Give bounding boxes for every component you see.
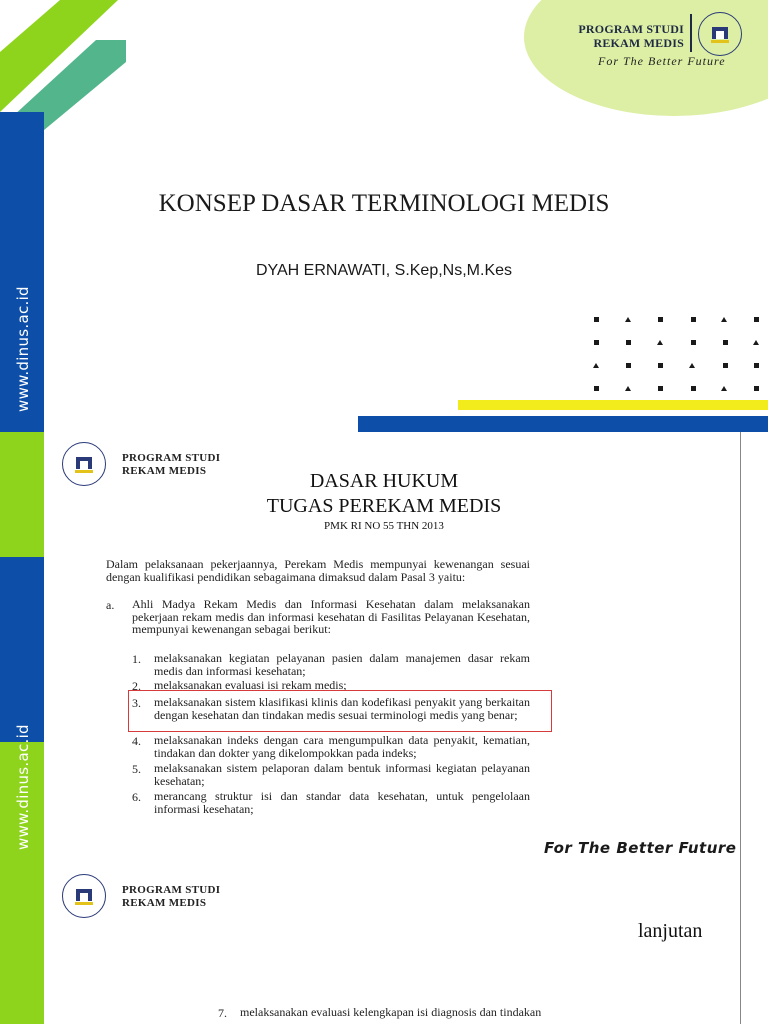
university-logo-icon [62, 874, 106, 918]
org-line1: PROGRAM STUDI [122, 884, 221, 896]
slide-lanjutan [0, 862, 768, 1024]
heading-dasar-hukum: DASAR HUKUM [309, 470, 459, 492]
university-logo-icon [698, 12, 742, 56]
highlight-box [128, 690, 552, 732]
program-title [560, 22, 684, 50]
list-item: melaksanakan evaluasi isi rekam medis; [154, 678, 347, 692]
heading-tugas: TUGAS PEREKAM MEDIS [266, 495, 502, 517]
list-item: melaksanakan sistem klasifikasi klinis dan kodefikasi penyakit yang berkaitan dengan kesehatan dan tindakan medis sesuai terminologi medis yang benar; [154, 695, 530, 722]
point-a-marker: a. [106, 598, 115, 612]
author-name: DYAH ERNAWATI, S.Kep,Ns,M.Kes [255, 262, 513, 279]
url-vertical-text: www.dinus.ac.id [14, 724, 32, 850]
yellow-accent-line [458, 400, 768, 410]
left-green-bar [0, 862, 44, 1024]
right-divider-line [740, 862, 741, 1024]
item-number: 2. [132, 679, 141, 693]
url-vertical-text: www.dinus.ac.id [14, 286, 32, 412]
subheading-pmk: PMK RI NO 55 THN 2013 [324, 520, 444, 532]
org-line2: REKAM MEDIS [122, 897, 207, 909]
tagline: For The Better Future [544, 839, 737, 857]
org-label [122, 884, 220, 910]
program-line1: PROGRAM STUDI [578, 22, 684, 36]
tagline: For The Better Future [598, 54, 726, 68]
list-item: melaksanakan kegiatan pelayanan pasien dalam manajemen dasar rekam medis dan informasi kesehatan; [154, 651, 530, 678]
slide-title: lanjutan [638, 920, 703, 942]
item-number: 7. [218, 1006, 227, 1020]
left-blue-bar [0, 557, 44, 742]
list-item: melaksanakan evaluasi kelengkapan isi diagnosis dan tindakan [240, 1005, 542, 1019]
slide-title [0, 0, 768, 432]
list-item: merancang struktur isi dan standar data kesehatan, untuk pengelolaan informasi kesehatan; [154, 789, 530, 816]
presentation-title: KONSEP DASAR TERMINOLOGI MEDIS [158, 190, 610, 217]
slide-dasar-hukum [0, 432, 768, 862]
item-number: 3. [132, 696, 141, 710]
org-line2: REKAM MEDIS [122, 465, 207, 477]
list-item: melaksanakan indeks dengan cara mengumpulkan data penyakit, kematian, tindakan dan dokter yang dikelompokkan pada indeks; [154, 733, 530, 760]
blue-accent-line [358, 416, 768, 432]
item-number: 5. [132, 762, 141, 776]
header-separator [690, 14, 692, 52]
item-number: 1. [132, 652, 141, 666]
point-a-text: Ahli Madya Rekam Medis dan Informasi Kesehatan dalam melaksanakan pekerjaan rekam medis dan informasi kesehatan di Fasilitas Pelayanan Kesehatan, mempunyai kewenangan sebagai berikut: [132, 597, 530, 636]
intro-paragraph: Dalam pelaksanaan pekerjaannya, Perekam Medis mempunyai kewenangan sesuai dengan kualifikasi pendidikan sebagaimana dimaksud dalam Pasal 3 yaitu: [106, 557, 530, 584]
item-number: 6. [132, 790, 141, 804]
item-number: 4. [132, 734, 141, 748]
program-line2: REKAM MEDIS [593, 36, 684, 50]
org-line1: PROGRAM STUDI [122, 452, 221, 464]
list-item: melaksanakan sistem pelaporan dalam bentuk informasi kegiatan pelayanan kesehatan; [154, 761, 530, 788]
